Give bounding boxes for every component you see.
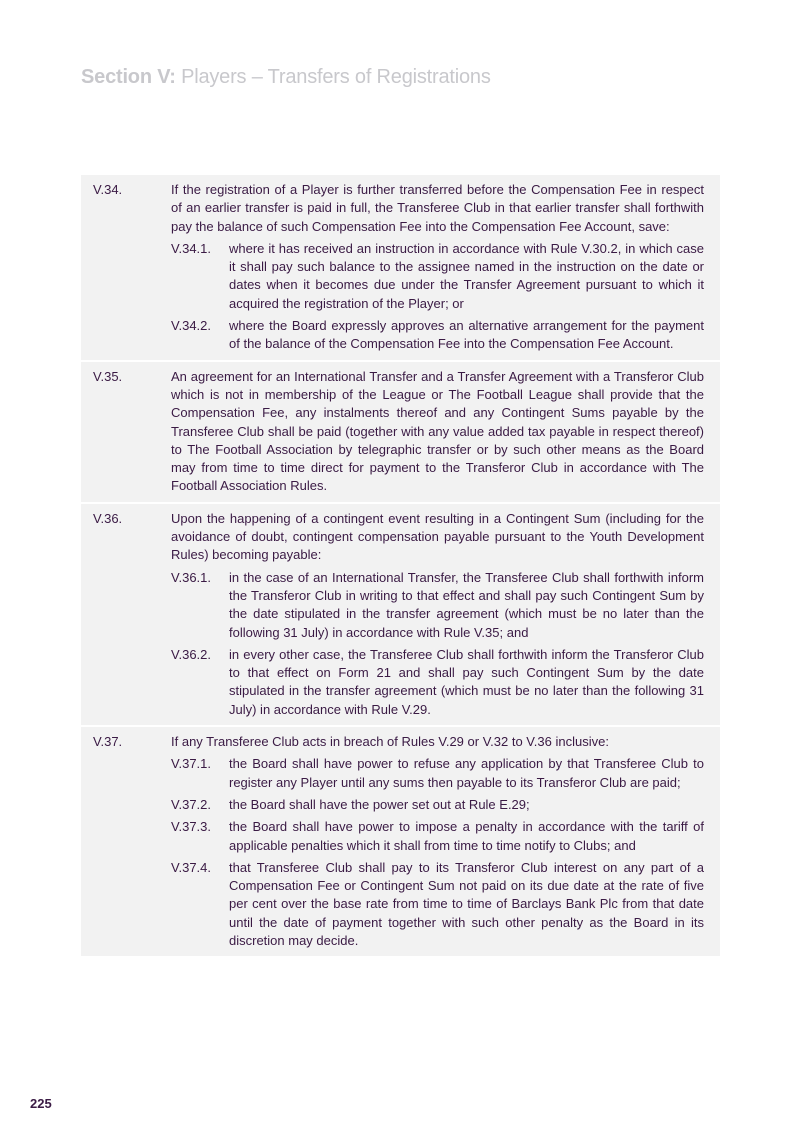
sub-rule-number: V.34.1. <box>171 240 212 256</box>
sub-rule-number: V.34.2. <box>171 318 212 334</box>
sub-rule-number: V.37.2. <box>171 796 212 812</box>
sub-rule <box>81 796 704 814</box>
rule-block <box>81 504 720 727</box>
sub-rule <box>81 646 704 719</box>
sub-rule-number: V.37.3. <box>171 819 212 835</box>
rule-block <box>81 727 720 958</box>
sub-rule-text: the Board shall have the power set out at Rule E.29; <box>229 796 530 812</box>
sub-rule <box>81 818 704 855</box>
sub-rule-text: the Board shall have power to refuse any application by that Transferee Club to register any Player until any sums then payable to its Transferor Club are paid; <box>229 756 704 790</box>
section-label: Section V: <box>81 66 176 88</box>
rule-block <box>81 362 720 504</box>
sub-rule-number: V.36.1. <box>171 569 212 585</box>
sub-rule-text: in the case of an International Transfer, the Transferee Club shall forthwith inform the Transferor Club in writing to that effect and shall pay such Contingent Sum by the date stipulated in the transfer agreement (which must be no later than the following 31 July) in accordance with Rule V.35; and <box>229 569 704 640</box>
rule-text: An agreement for an International Transfer and a Transfer Agreement with a Transferor Club which is not in membership of the League or The Football League shall provide that the Compensation Fee, any instalments thereof and any Contingent Sums payable by the Transferee Club shall be paid (together with any value added tax payable in respect thereof) to The Football Association by telegraphic transfer or by such other means as the Board may from time to time direct for payment to the Transferor Club in accordance with The Football Association Rules. <box>171 368 704 494</box>
rule-number: V.34. <box>93 182 123 197</box>
rule-text: Upon the happening of a contingent event resulting in a Contingent Sum (including for the avoidance of doubt, contingent compensation payable pursuant to the Youth Development Rules) becoming payable: <box>171 510 704 563</box>
sub-rule-number: V.37.1. <box>171 756 212 772</box>
section-title: Players – Transfers of Registrations <box>181 66 491 88</box>
sub-rule <box>81 859 704 950</box>
rule-text: If any Transferee Club acts in breach of Rules V.29 or V.32 to V.36 inclusive: <box>171 734 609 750</box>
page-number: 225 <box>30 1096 52 1111</box>
rules-list <box>81 175 720 958</box>
rule-number: V.36. <box>93 510 123 526</box>
sub-rule-number: V.37.4. <box>171 859 212 875</box>
sub-rule <box>81 240 704 313</box>
sub-rule-text: where the Board expressly approves an alternative arrangement for the payment of the balance of the Compensation Fee into the Compensation Fee Account. <box>229 318 704 352</box>
sub-rule <box>81 569 704 642</box>
rule-block <box>81 175 720 362</box>
rule-number: V.35. <box>93 368 123 384</box>
sub-rule <box>81 317 704 354</box>
sub-rule-text: that Transferee Club shall pay to its Transferor Club interest on any part of a Compensation Fee or Contingent Sum not paid on its due date at the rate of five per cent over the base rate from time to time of Barclays Bank Plc from that date until the date of payment together with such other penalty as the Board in its discretion may decide. <box>229 859 704 948</box>
rule-text: If the registration of a Player is further transferred before the Compensation Fee in respect of an earlier transfer is paid in full, the Transferee Club in that earlier transfer shall forthwith pay the balance of such Compensation Fee into the Compensation Fee Account, save: <box>171 182 704 234</box>
sub-rule <box>81 755 704 792</box>
rule-number: V.37. <box>93 734 123 750</box>
sub-rule-text: in every other case, the Transferee Club shall forthwith inform the Transferor Club to that effect on Form 21 and shall pay such Contingent Sum by the date stipulated in the transfer agreement (which must be no later than the following 31 July) in accordance with Rule V.29. <box>229 646 704 717</box>
sub-rule-text: where it has received an instruction in accordance with Rule V.30.2, in which case it shall pay such balance to the assignee named in the instruction on the date or dates when it becomes due under the Transfer Agreement pursuant to which it acquired the registration of the Player; or <box>229 240 704 311</box>
page-title <box>81 66 491 89</box>
sub-rule-text: the Board shall have power to impose a penalty in accordance with the tariff of applicable penalties which it shall from time to time notify to Clubs; and <box>229 819 704 853</box>
sub-rule-number: V.36.2. <box>171 646 212 662</box>
